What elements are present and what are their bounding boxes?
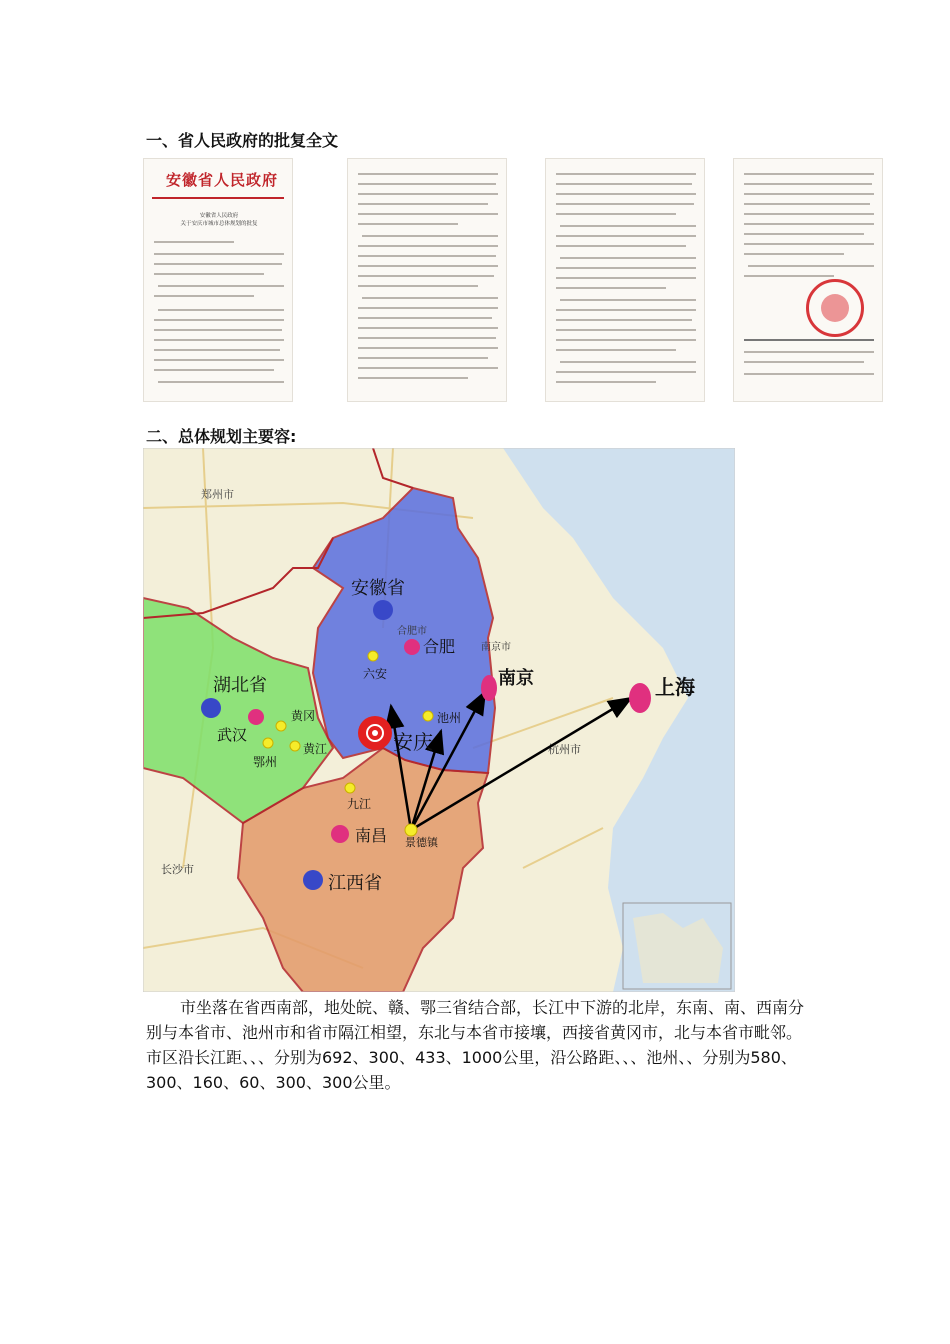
label-nanjing: 南京	[498, 668, 534, 689]
approval-document-image	[143, 158, 883, 402]
label-jingdezhen: 景德镇	[405, 836, 438, 849]
document-page-3	[545, 158, 705, 402]
label-jiujiang: 九江	[347, 797, 372, 811]
jiujiang-dot	[345, 783, 355, 793]
document-page-4	[733, 158, 883, 402]
base-label-hangzhou: 杭州市	[548, 743, 581, 756]
government-seal-icon	[806, 279, 864, 337]
ezhou-dot	[263, 738, 273, 748]
label-chizhou: 池州	[437, 711, 462, 725]
label-nanchang: 南昌	[355, 826, 388, 845]
chizhou-dot	[423, 711, 433, 721]
liuan-dot	[368, 651, 378, 661]
jingdezhen-dot	[405, 824, 417, 836]
label-hefei: 合肥	[423, 637, 456, 656]
base-label-nanjing: 南京市	[481, 642, 511, 653]
label-jiangxi: 江西省	[328, 873, 382, 894]
label-liuan: 六安	[363, 667, 388, 681]
label-huangjiang: 黄江	[303, 742, 328, 756]
huanggang-dot	[276, 721, 286, 731]
base-label-zhengzhou: 郑州市	[201, 488, 234, 501]
document-title-line2: 关于安庆市城市总体规划的批复	[180, 221, 258, 227]
document-page-1	[143, 158, 293, 402]
regional-location-map	[143, 448, 735, 992]
section-heading-approval: 一、省人民政府的批复全文	[146, 131, 339, 150]
label-wuhan: 武汉	[217, 726, 248, 744]
nanchang-dot	[331, 825, 349, 843]
location-description	[146, 995, 816, 1095]
label-shanghai: 上海	[655, 675, 695, 699]
location-paragraph: 市坐落在省西南部，地处皖、赣、鄂三省结合部，长江中下游的北岸，东南、南、西南分别与本省市、池州市和省市隔江相望，东北与本省市接壤，西接省黄冈市，北与本省市毗邻。市区沿长江距、、、分别为692、300、433、1000公里，沿公路距、、、池州、、分别为580、300、160、60、300、300公里。	[146, 998, 805, 1092]
label-anhui: 安徽省	[351, 578, 405, 599]
label-huanggang: 黄冈	[291, 709, 316, 723]
document-page-2	[347, 158, 507, 402]
red-rule	[152, 197, 284, 199]
document-title-line1: 安徽省人民政府	[199, 213, 239, 219]
label-hubei: 湖北省	[213, 675, 267, 696]
huangjiang-dot	[290, 741, 300, 751]
anhui-dot	[373, 600, 393, 620]
jiangxi-dot	[303, 870, 323, 890]
base-label-hefei: 合肥市	[397, 626, 427, 637]
wuhan-dot	[248, 709, 264, 725]
label-anqing: 安庆	[393, 730, 433, 754]
label-ezhou: 鄂州	[253, 755, 278, 769]
section-heading-plan: 二、总体规划主要容:	[146, 427, 297, 446]
hefei-dot	[404, 639, 420, 655]
document-header: 安徽省人民政府	[166, 171, 279, 189]
base-label-changsha: 长沙市	[161, 863, 194, 876]
shanghai-dot	[629, 683, 651, 713]
hubei-dot	[201, 698, 221, 718]
nanjing-dot	[481, 675, 497, 701]
